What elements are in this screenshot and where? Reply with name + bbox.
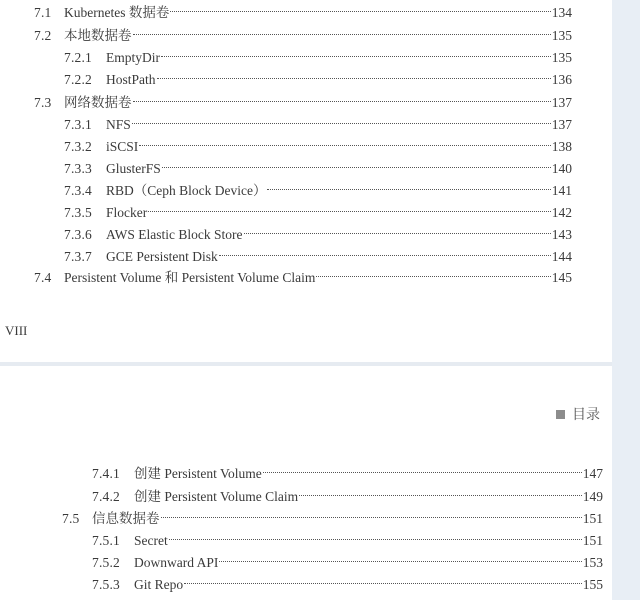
toc-entry-title: HostPath	[106, 72, 156, 87]
toc-entry-number: 7.5.1	[92, 533, 120, 548]
dot-leader	[170, 0, 550, 17]
toc-entry-number: 7.2	[34, 28, 52, 43]
dot-leader	[133, 20, 551, 40]
toc-entry[interactable]	[92, 525, 603, 548]
dot-leader	[132, 109, 551, 129]
toc-entry-page: 155	[582, 577, 603, 592]
toc-entry-page: 144	[551, 249, 572, 264]
toc-entry-number: 7.3.6	[64, 227, 92, 242]
toc-entry[interactable]	[64, 175, 572, 198]
toc-entry-title: Downward API	[134, 555, 219, 570]
toc-entry-page: 136	[551, 72, 572, 87]
toc-entry-page: 141	[551, 183, 572, 198]
toc-entry[interactable]	[34, 262, 572, 285]
square-icon	[556, 410, 565, 419]
toc-entry-title: 网络数据卷	[64, 95, 132, 110]
dot-leader	[148, 197, 551, 217]
toc-entry[interactable]	[64, 42, 572, 65]
toc-entry-title: AWS Elastic Block Store	[106, 227, 243, 242]
toc-entry[interactable]	[34, 0, 572, 20]
toc-entry-page: 151	[582, 511, 603, 526]
page-folio: VIII	[5, 323, 28, 338]
toc-entry-number: 7.3	[34, 95, 52, 110]
toc-entry-title: NFS	[106, 117, 131, 132]
dot-leader	[157, 64, 551, 84]
toc-entry-number: 7.3.3	[64, 161, 92, 176]
toc-entry-number: 7.5.3	[92, 577, 120, 592]
running-head-label: 目录	[572, 407, 600, 423]
toc-entry-page: 143	[551, 227, 572, 242]
toc-entry-number: 7.3.4	[64, 183, 92, 198]
toc-entry-page: 137	[551, 117, 572, 132]
toc-entry-page: 153	[582, 555, 603, 570]
toc-entry[interactable]	[64, 109, 572, 132]
toc-entry[interactable]	[64, 197, 572, 220]
toc-entry-page: 145	[551, 270, 572, 285]
toc-entry-number: 7.2.1	[64, 50, 92, 65]
dot-leader	[316, 262, 550, 282]
toc-entry[interactable]	[64, 241, 572, 264]
toc-entry-title: 创建 Persistent Volume	[134, 466, 262, 481]
toc-entry-number: 7.5.2	[92, 555, 120, 570]
toc-entry-number: 7.4.1	[92, 466, 120, 481]
toc-entry[interactable]	[64, 64, 572, 87]
toc-entry[interactable]	[64, 131, 572, 154]
toc-entry-page: 137	[551, 95, 572, 110]
toc-entry-page: 135	[551, 50, 572, 65]
toc-entry-page: 140	[551, 161, 572, 176]
dot-leader	[244, 219, 551, 239]
toc-entry[interactable]	[34, 20, 572, 43]
toc-entry-page: 149	[582, 489, 603, 504]
toc-entry-page: 147	[582, 466, 603, 481]
toc-entry-number: 7.3.5	[64, 205, 92, 220]
toc-entry-number: 7.4.2	[92, 489, 120, 504]
toc-entry-page: 134	[551, 5, 572, 20]
toc-entry-number: 7.3.7	[64, 249, 92, 264]
toc-entry-page: 138	[551, 139, 572, 154]
toc-entry-title: iSCSI	[106, 139, 139, 154]
dot-leader	[161, 503, 582, 523]
dot-leader	[184, 569, 582, 589]
toc-entry-page: 135	[551, 28, 572, 43]
dot-leader	[169, 525, 582, 545]
dot-leader	[139, 131, 550, 151]
dot-leader	[219, 241, 551, 261]
toc-entry-number: 7.2.2	[64, 72, 92, 87]
toc-entry-title: 创建 Persistent Volume Claim	[134, 489, 299, 504]
dot-leader	[162, 153, 551, 173]
toc-entry-title: Git Repo	[134, 577, 184, 592]
toc-entry-page: 151	[582, 533, 603, 548]
dot-leader	[219, 547, 581, 567]
toc-entry[interactable]	[92, 481, 603, 504]
toc-entry-title: Flocker	[106, 205, 148, 220]
toc-entry-number: 7.4	[34, 270, 52, 285]
toc-entry[interactable]	[64, 153, 572, 176]
toc-entry-number: 7.3.1	[64, 117, 92, 132]
dot-leader	[133, 87, 551, 107]
toc-entry-title: EmptyDir	[106, 50, 160, 65]
toc-page-bottom	[0, 366, 612, 600]
toc-entry[interactable]	[62, 503, 603, 526]
toc-entry-page: 142	[551, 205, 572, 220]
toc-entry-number: 7.5	[62, 511, 80, 526]
dot-leader	[267, 175, 550, 195]
toc-entry-title: Secret	[134, 533, 168, 548]
toc-entry-title: 本地数据卷	[64, 28, 132, 43]
toc-entry[interactable]	[92, 569, 603, 592]
toc-entry-title: GCE Persistent Disk	[106, 249, 218, 264]
dot-leader	[263, 458, 582, 478]
toc-entry-title: GlusterFS	[106, 161, 161, 176]
toc-entry-title: 信息数据卷	[92, 511, 160, 526]
toc-entry-title: Kubernetes 数据卷	[64, 5, 170, 20]
toc-entry-title: Persistent Volume 和 Persistent Volume Claim	[64, 270, 316, 285]
toc-entry-number: 7.3.2	[64, 139, 92, 154]
toc-entry[interactable]	[64, 219, 572, 242]
dot-leader	[299, 481, 582, 501]
running-head	[556, 404, 600, 424]
dot-leader	[161, 42, 551, 62]
toc-entry-number: 7.1	[34, 5, 52, 20]
toc-entry[interactable]	[92, 547, 603, 570]
toc-entry-title: RBD（Ceph Block Device）	[106, 183, 267, 198]
toc-entry[interactable]	[34, 87, 572, 110]
toc-entry[interactable]	[92, 458, 603, 481]
